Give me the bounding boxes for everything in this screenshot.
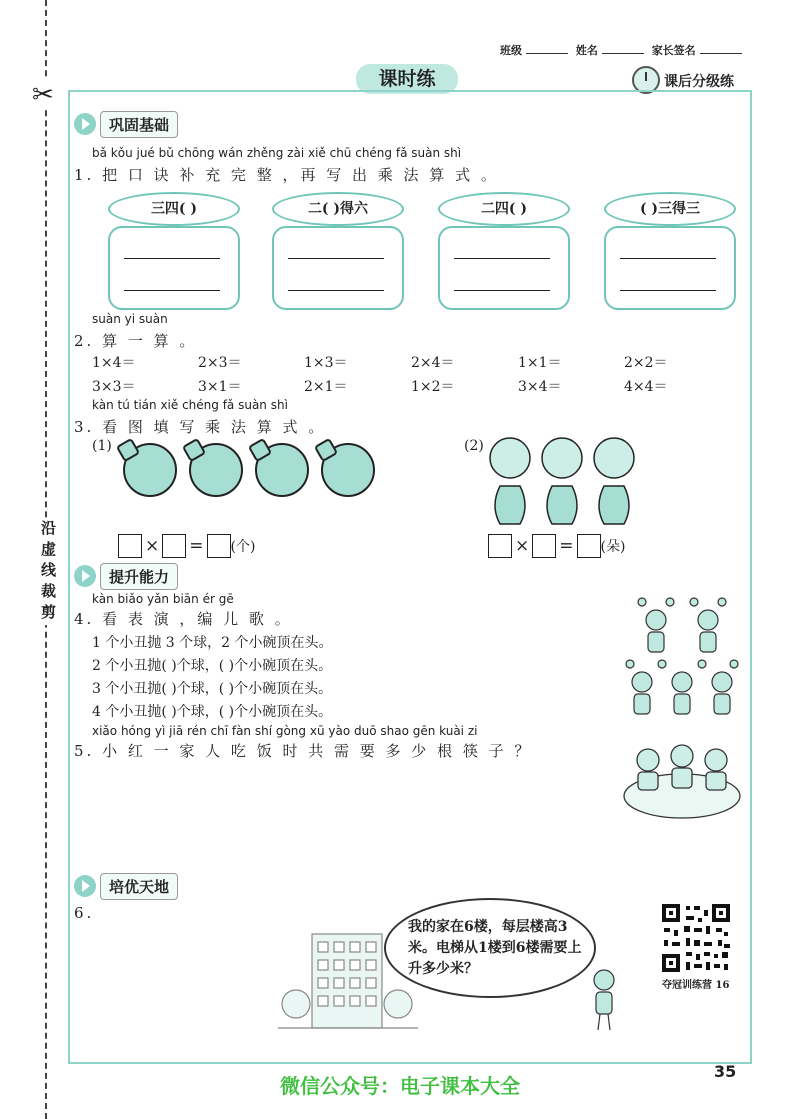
q3-pinyin: kàn tú tián xiě chéng fǎ suàn shì [92, 398, 288, 412]
q1-pinyin: bǎ kǒu jué bǔ chōng wán zhěng zài xiě chū chéng fǎ suàn shì [92, 146, 462, 160]
page-title: 课时练 [356, 64, 458, 94]
section-advanced-label: 培优天地 [100, 873, 178, 900]
calc-1-6: 2×2＝ [624, 355, 668, 371]
q3-1-unit: (个) [230, 539, 256, 555]
q1-answer-box-4[interactable] [604, 226, 736, 310]
calc-1-1: 1×4＝ [92, 355, 136, 371]
q3-2-box-c[interactable] [577, 534, 601, 558]
q3-2-box-a[interactable] [488, 534, 512, 558]
play-icon [74, 565, 96, 587]
q4-text: 4. 看 表 演 ，编 儿 歌 。 [74, 610, 293, 628]
header-fields [500, 42, 746, 58]
calc-2-2: 3×1＝ [198, 379, 242, 395]
q3-2-unit: (朵) [600, 539, 626, 555]
vase-1 [490, 438, 530, 524]
clown-2 [698, 610, 718, 652]
q2-pinyin: suàn yi suàn [92, 312, 168, 326]
equals-sign: = [559, 536, 574, 556]
person-3 [705, 749, 727, 771]
play-icon [74, 113, 96, 135]
q1-item-4: ( )三得三 [604, 192, 736, 226]
q5-pinyin: xiǎo hóng yì jiā rén chī fàn shí gòng xū yào duō shao gēn kuài zi [92, 724, 478, 738]
class-label: 班级 [500, 44, 522, 57]
section-improve-label: 提升能力 [100, 563, 178, 590]
qr-caption: 夺冠训练营 16 [662, 980, 730, 991]
paddle-1 [117, 439, 176, 496]
clown-1 [646, 610, 666, 652]
section-advanced [74, 873, 178, 899]
q3-1-box-a[interactable] [118, 534, 142, 558]
calc-1-3: 1×3＝ [304, 355, 348, 371]
q1-answer-box-2[interactable] [272, 226, 404, 310]
clown-5 [712, 672, 732, 714]
q4-line-3: 3 个小丑抛( )个球，( )个小碗顶在头。 [92, 681, 333, 697]
q6-number: 6. [74, 904, 95, 922]
equals-sign: = [189, 536, 204, 556]
section-improve [74, 563, 178, 589]
speech-bubble-text: 我的家在6楼，每层楼高3米。电梯从1楼到6楼需要上升多少米？ [408, 919, 582, 977]
q3-1-box-b[interactable] [162, 534, 186, 558]
child-image [584, 968, 624, 1032]
name-label: 姓名 [575, 44, 598, 57]
q1-item-2: 二( )得六 [272, 192, 404, 226]
parent-blank[interactable] [700, 53, 742, 54]
q3-2-box-b[interactable] [532, 534, 556, 558]
q4-pinyin: kàn biǎo yǎn biān ér gē [92, 592, 234, 606]
calc-2-3: 2×1＝ [304, 379, 348, 395]
q3-equation-1 [118, 534, 255, 558]
section-basic [74, 111, 178, 137]
times-sign: × [145, 536, 160, 556]
family-dinner-image [618, 730, 744, 826]
parent-label: 家长签名 [651, 44, 696, 57]
vase-2 [542, 438, 582, 524]
q3-part1-label: (1) [92, 438, 112, 454]
paddle-3 [249, 439, 308, 496]
scissors-icon: ✂ [32, 80, 54, 110]
q2-text: 2. 算 一 算 。 [74, 332, 198, 350]
person-1 [637, 749, 659, 771]
play-icon [74, 875, 96, 897]
calc-2-6: 4×4＝ [624, 379, 668, 395]
ping-pong-paddles-image [112, 436, 382, 500]
calc-1-5: 1×1＝ [518, 355, 562, 371]
after-class-label: 课后分级练 [664, 74, 734, 90]
paddle-2 [183, 439, 242, 496]
q1-item-1: 三四( ) [108, 192, 240, 226]
calc-2-4: 1×2＝ [411, 379, 455, 395]
paddle-4 [315, 439, 374, 496]
q3-1-box-c[interactable] [207, 534, 231, 558]
q1-text: 1. 把 口 诀 补 充 完 整 ，再 写 出 乘 法 算 式 。 [74, 166, 499, 184]
clowns-image [622, 590, 742, 720]
calc-1-2: 2×3＝ [198, 355, 242, 371]
q3-text: 3. 看 图 填 写 乘 法 算 式 。 [74, 418, 327, 436]
q5-text: 5. 小 红 一 家 人 吃 饭 时 共 需 要 多 少 根 筷 子 ？ [74, 742, 533, 760]
q4-line-4: 4 个小丑抛( )个球，( )个小碗顶在头。 [92, 704, 333, 720]
q1-answer-box-1[interactable] [108, 226, 240, 310]
q3-part2-label: (2) [464, 438, 484, 454]
section-basic-label: 巩固基础 [100, 111, 178, 138]
clown-4 [672, 672, 692, 714]
vase-3 [594, 438, 634, 524]
footer-watermark: 微信公众号：电子课本大全 [280, 1074, 520, 1098]
qr-code-image [660, 902, 732, 974]
flower-vases-image [482, 436, 642, 528]
calc-2-5: 3×4＝ [518, 379, 562, 395]
person-2 [671, 745, 693, 767]
calc-1-4: 2×4＝ [411, 355, 455, 371]
q3-equation-2 [488, 534, 625, 558]
calc-2-1: 3×3＝ [92, 379, 136, 395]
q4-line-2: 2 个小丑抛( )个球，( )个小碗顶在头。 [92, 658, 333, 674]
q4-line-1: 1 个小丑抛 3 个球，2 个小碗顶在头。 [92, 635, 333, 651]
class-blank[interactable] [526, 53, 568, 54]
clown-3 [632, 672, 652, 714]
q1-item-3: 二四( ) [438, 192, 570, 226]
name-blank[interactable] [602, 53, 644, 54]
side-instruction: 沿虚线裁剪 [32, 520, 58, 625]
page-number: 35 [714, 1062, 737, 1081]
q1-answer-box-3[interactable] [438, 226, 570, 310]
times-sign: × [515, 536, 530, 556]
